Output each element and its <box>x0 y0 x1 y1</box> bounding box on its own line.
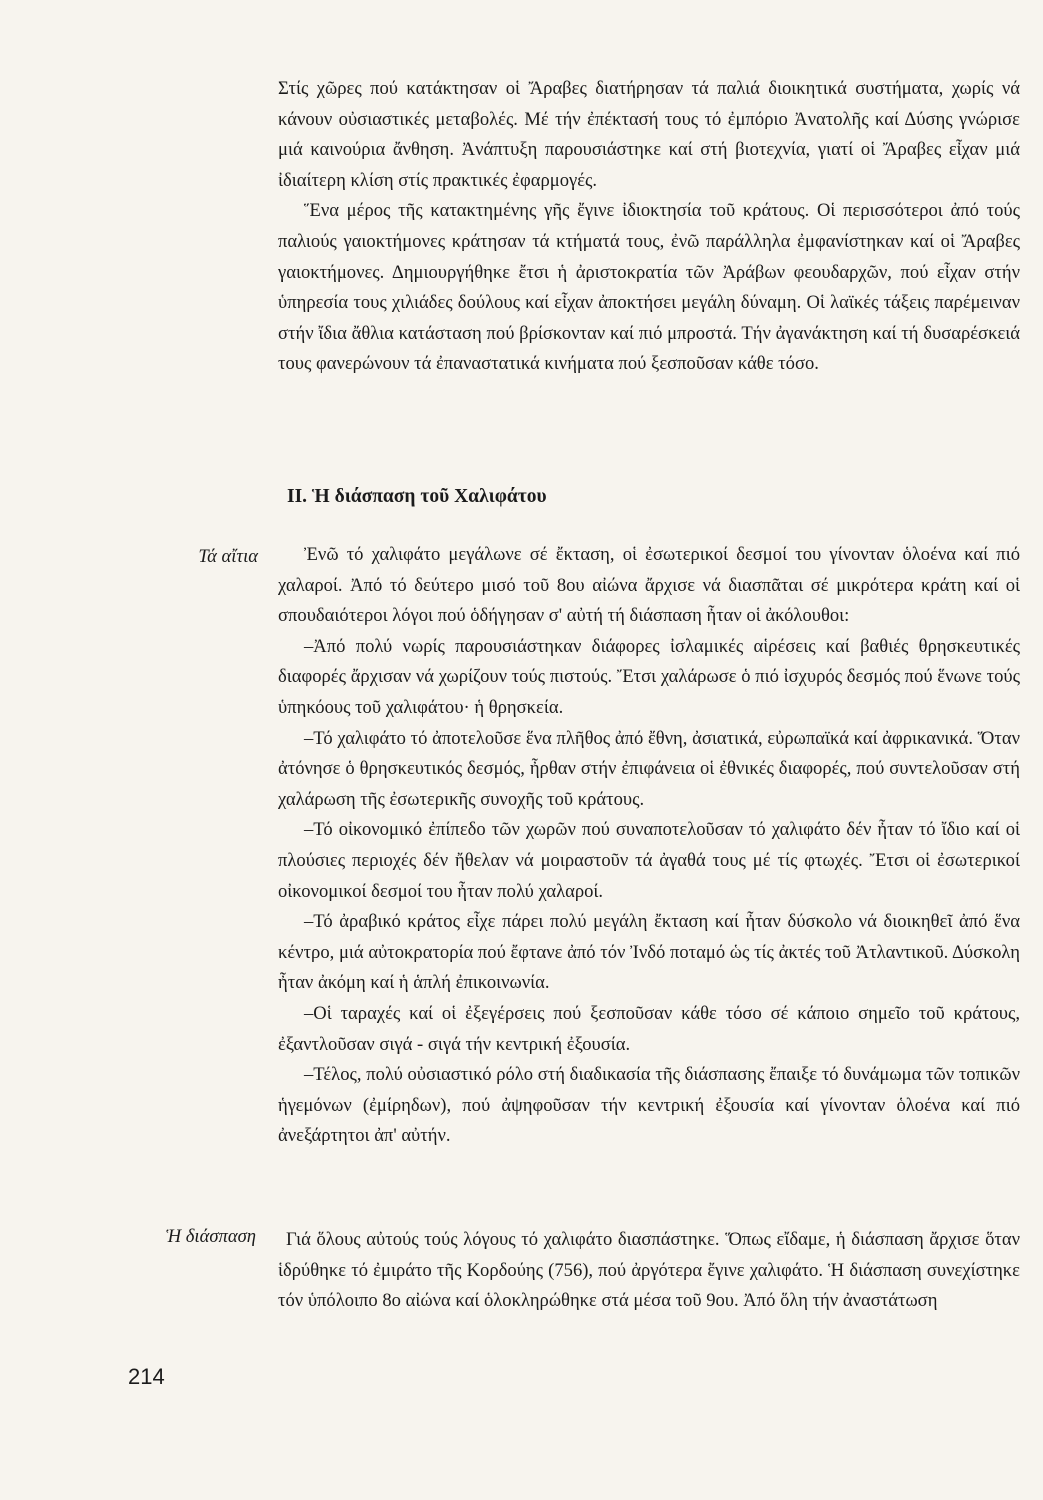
intro-paragraph: Στίς χῶρες πού κατάκτησαν οἱ Ἄραβες διατήρησαν τά παλιά διοικητικά συστήματα, χωρίς νά κάνουν οὐσιαστικές μεταβολές. Μέ τήν ἐπέκτασή τους τό ἐμπόριο Ἀνατολῆς καί Δύσης γνώρισε μιά καινούρια ἄνθηση. Ἀνάπτυξη παρουσιάστηκε καί στή βιοτεχνία, γιατί οἱ Ἄραβες εἶχαν μιά ἰδιαίτερη κλίση στίς πρακτικές ἐφαρμογές. <box>278 78 1020 191</box>
margin-note-causes: Τά αἴτια <box>198 546 258 567</box>
causes-paragraph: –Τό ἀραβικό κράτος εἶχε πάρει πολύ μεγάλη ἔκταση καί ἦταν δύσκολο νά διοικηθεῖ ἀπό ἕνα κέντρο, μιά αὐτοκρατορία πού ἔφτανε ἀπό τόν Ἰνδό ποταμό ὡς τίς ἀκτές τοῦ Ἀτλαντικοῦ. Δύσκολη ἦταν ἀκόμη καί ἡ ἁπλή ἐπικοινωνία. <box>278 911 1020 994</box>
causes-paragraph: Ἐνῶ τό χαλιφάτο μεγάλωνε σέ ἔκταση, οἱ ἐσωτερικοί δεσμοί του γίνονταν ὁλοένα καί πιό χαλαροί. Ἀπό τό δεύτερο μισό τοῦ 8ου αἰώνα ἄρχισε νά διασπᾶται σέ μικρότερα κράτη καί οἱ σπουδαιότεροι λόγοι πού ὁδήγησαν σ' αὐτή τή διάσπαση ἦταν οἱ ἀκόλουθοι: <box>278 544 1020 627</box>
causes-text-block <box>278 540 1020 1152</box>
intro-paragraph: Ἕνα μέρος τῆς κατακτημένης γῆς ἔγινε ἰδιοκτησία τοῦ κράτους. Οἱ περισσότεροι ἀπό τούς παλιούς γαιοκτήμονες κράτησαν τά κτήματά τους, ἐνῶ παράλληλα ἐμφανίστηκαν καί οἱ Ἄραβες γαιοκτήμονες. Δημιουργήθηκε ἔτσι ἡ ἀριστοκρατία τῶν Ἀράβων φεουδαρχῶν, πού εἶχαν στήν ὑπηρεσία τους χιλιάδες δούλους καί εἶχαν ἀποκτήσει μεγάλη δύναμη. Οἱ λαϊκές τάξεις παρέμειναν στήν ἴδια ἄθλια κατάσταση πού βρίσκονταν καί πιό μπροστά. Τήν ἀγανάκτηση καί τή δυσαρέσκειά τους φανερώνουν τά ἐπαναστατικά κινήματα πού ξεσποῦσαν κάθε τόσο. <box>278 200 1020 375</box>
causes-paragraph: –Τό οἰκονομικό ἐπίπεδο τῶν χωρῶν πού συναποτελοῦσαν τό χαλιφάτο δέν ἦταν τό ἴδιο καί οἱ πλούσιες περιοχές δέν ἤθελαν νά μοιραστοῦν τά ἀγαθά τους μέ τίς φτωχές. Ἔτσι οἱ ἐσωτερικοί οἰκονομικοί δεσμοί του ἦταν πολύ χαλαροί. <box>278 819 1020 902</box>
section-heading: II. Ἡ διάσπαση τοῦ Χαλιφάτου <box>287 486 547 507</box>
causes-paragraph: –Οἱ ταραχές καί οἱ ἐξεγέρσεις πού ξεσποῦσαν κάθε τόσο σέ κάποιο σημεῖο τοῦ κράτους, ἐξαντλοῦσαν σιγά - σιγά τήν κεντρική ἐξουσία. <box>278 1002 1020 1055</box>
intro-text-block <box>278 74 1020 380</box>
division-text-block <box>278 1225 1020 1317</box>
page-number: 214 <box>128 1364 165 1389</box>
margin-note-division: Ἡ διάσπαση <box>165 1226 256 1247</box>
causes-paragraph: –Ἀπό πολύ νωρίς παρουσιάστηκαν διάφορες ἰσλαμικές αἱρέσεις καί βαθιές θρησκευτικές διαφορές ἄρχισαν νά χωρίζουν τούς πιστούς. Ἔτσι χαλάρωσε ὁ πιό ἰσχυρός δεσμός πού ἕνωνε τούς ὑπηκόους τοῦ χαλιφάτου· ἡ θρησκεία. <box>278 635 1020 718</box>
division-paragraph: Γιά ὅλους αὐτούς τούς λόγους τό χαλιφάτο διασπάστηκε. Ὅπως εἴδαμε, ἡ διάσπαση ἄρχισε ὅταν ἱδρύθηκε τό ἐμιράτο τῆς Κορδούης (756), πού ἀργότερα ἔγινε χαλιφάτο. Ἡ διάσπαση συνεχίστηκε τόν ὑπόλοιπο 8ο αἰώνα καί ὁλοκληρώθηκε στά μέσα τοῦ 9ου. Ἀπό ὅλη τήν ἀναστάτωση <box>278 1229 1020 1312</box>
causes-paragraph: –Τέλος, πολύ οὐσιαστικό ρόλο στή διαδικασία τῆς διάσπασης ἔπαιξε τό δυνάμωμα τῶν τοπικῶν ἡγεμόνων (ἐμίρηδων), πού ἀψηφοῦσαν τήν κεντρική ἐξουσία καί γίνονταν ὁλοένα καί πιό ἀνεξάρτητοι ἀπ' αὐτήν. <box>278 1064 1020 1147</box>
causes-paragraph: –Τό χαλιφάτο τό ἀποτελοῦσε ἕνα πλῆθος ἀπό ἔθνη, ἀσιατικά, εὐρωπαϊκά καί ἀφρικανικά. Ὅταν ἀτόνησε ὁ θρησκευτικός δεσμός, ἦρθαν στήν ἐπιφάνεια οἱ ἐθνικές διαφορές, πού συντελοῦσαν στή χαλάρωση τῆς ἐσωτερικῆς συνοχῆς τοῦ κράτους. <box>278 727 1020 810</box>
